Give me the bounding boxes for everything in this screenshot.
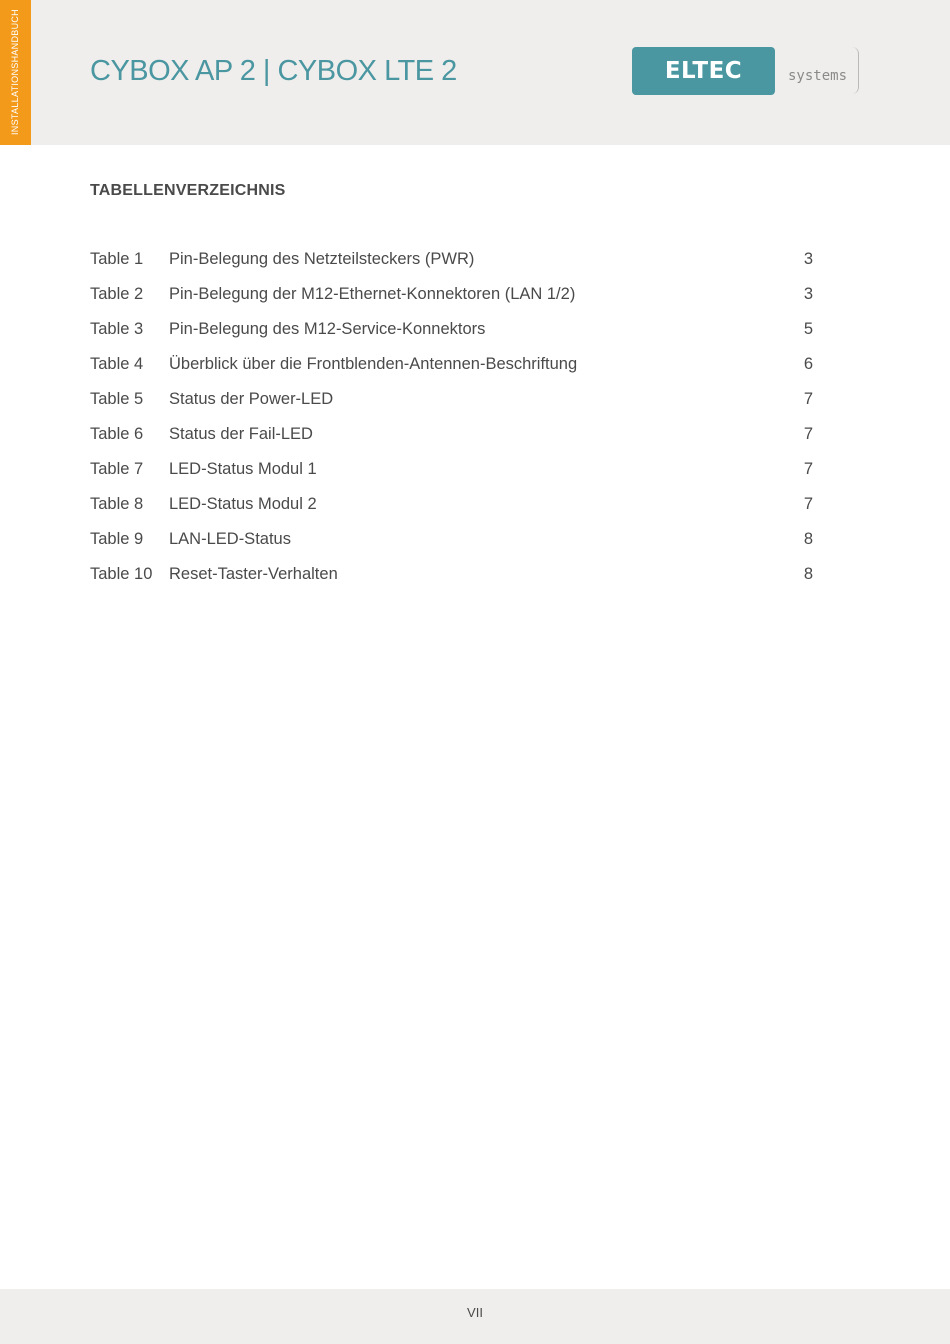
toc-title: Status der Fail-LED bbox=[169, 425, 313, 443]
toc-title: LED-Status Modul 2 bbox=[169, 495, 317, 513]
toc-page: 3 bbox=[803, 250, 813, 268]
toc-title: Pin-Belegung der M12-Ethernet-Konnektoren (LAN 1/2) bbox=[169, 285, 576, 303]
toc-row[interactable] bbox=[90, 495, 815, 530]
toc-row[interactable] bbox=[90, 565, 815, 600]
page-number: VII bbox=[467, 1305, 483, 1320]
toc-label: Table 3 bbox=[90, 320, 144, 338]
toc-title: Reset-Taster-Verhalten bbox=[169, 565, 338, 583]
toc-label: Table 10 bbox=[90, 565, 153, 583]
toc-title: Pin-Belegung des Netzteilsteckers (PWR) bbox=[169, 250, 475, 268]
toc-row[interactable] bbox=[90, 355, 815, 390]
toc-page: 7 bbox=[803, 425, 813, 443]
toc-title: LED-Status Modul 1 bbox=[169, 460, 317, 478]
toc-label: Table 6 bbox=[90, 425, 144, 443]
toc-row[interactable] bbox=[90, 460, 815, 495]
toc-label: Table 7 bbox=[90, 460, 144, 478]
toc-title: Pin-Belegung des M12-Service-Konnektors bbox=[169, 320, 486, 338]
logo-bracket bbox=[852, 47, 859, 94]
toc-page: 7 bbox=[803, 460, 813, 478]
toc-page: 8 bbox=[803, 530, 813, 548]
toc-label: Table 1 bbox=[90, 250, 144, 268]
toc-row[interactable] bbox=[90, 285, 815, 320]
toc-row[interactable] bbox=[90, 530, 815, 565]
page-footer bbox=[0, 1289, 950, 1344]
document-title: CYBOX AP 2 | CYBOX LTE 2 bbox=[90, 55, 457, 87]
toc-page: 7 bbox=[803, 390, 813, 408]
toc-title: Überblick über die Frontblenden-Antennen-Beschriftung bbox=[169, 355, 578, 373]
page-header bbox=[0, 0, 950, 145]
eltec-logo bbox=[632, 47, 775, 95]
toc-page: 7 bbox=[803, 495, 813, 513]
toc-page: 8 bbox=[803, 565, 813, 583]
logo-sub-text: systems bbox=[788, 68, 848, 84]
toc-label: Table 9 bbox=[90, 530, 144, 548]
toc-title: Status der Power-LED bbox=[169, 390, 334, 408]
toc-row[interactable] bbox=[90, 390, 815, 425]
toc-label: Table 4 bbox=[90, 355, 144, 373]
toc-page: 6 bbox=[803, 355, 813, 373]
toc-label: Table 5 bbox=[90, 390, 144, 408]
section-heading: TABELLENVERZEICHNIS bbox=[90, 182, 286, 199]
side-tab-label: INSTALLATIONSHANDBUCH bbox=[10, 9, 20, 135]
logo-brand-text: ELTEC bbox=[664, 58, 743, 84]
toc-title: LAN-LED-Status bbox=[169, 530, 291, 548]
toc-label: Table 2 bbox=[90, 285, 144, 303]
toc-row[interactable] bbox=[90, 425, 815, 460]
toc-label: Table 8 bbox=[90, 495, 144, 513]
table-of-tables bbox=[90, 250, 815, 600]
toc-page: 3 bbox=[803, 285, 813, 303]
toc-page: 5 bbox=[803, 320, 813, 338]
toc-row[interactable] bbox=[90, 320, 815, 355]
toc-row[interactable] bbox=[90, 250, 815, 285]
side-tab bbox=[0, 0, 31, 145]
